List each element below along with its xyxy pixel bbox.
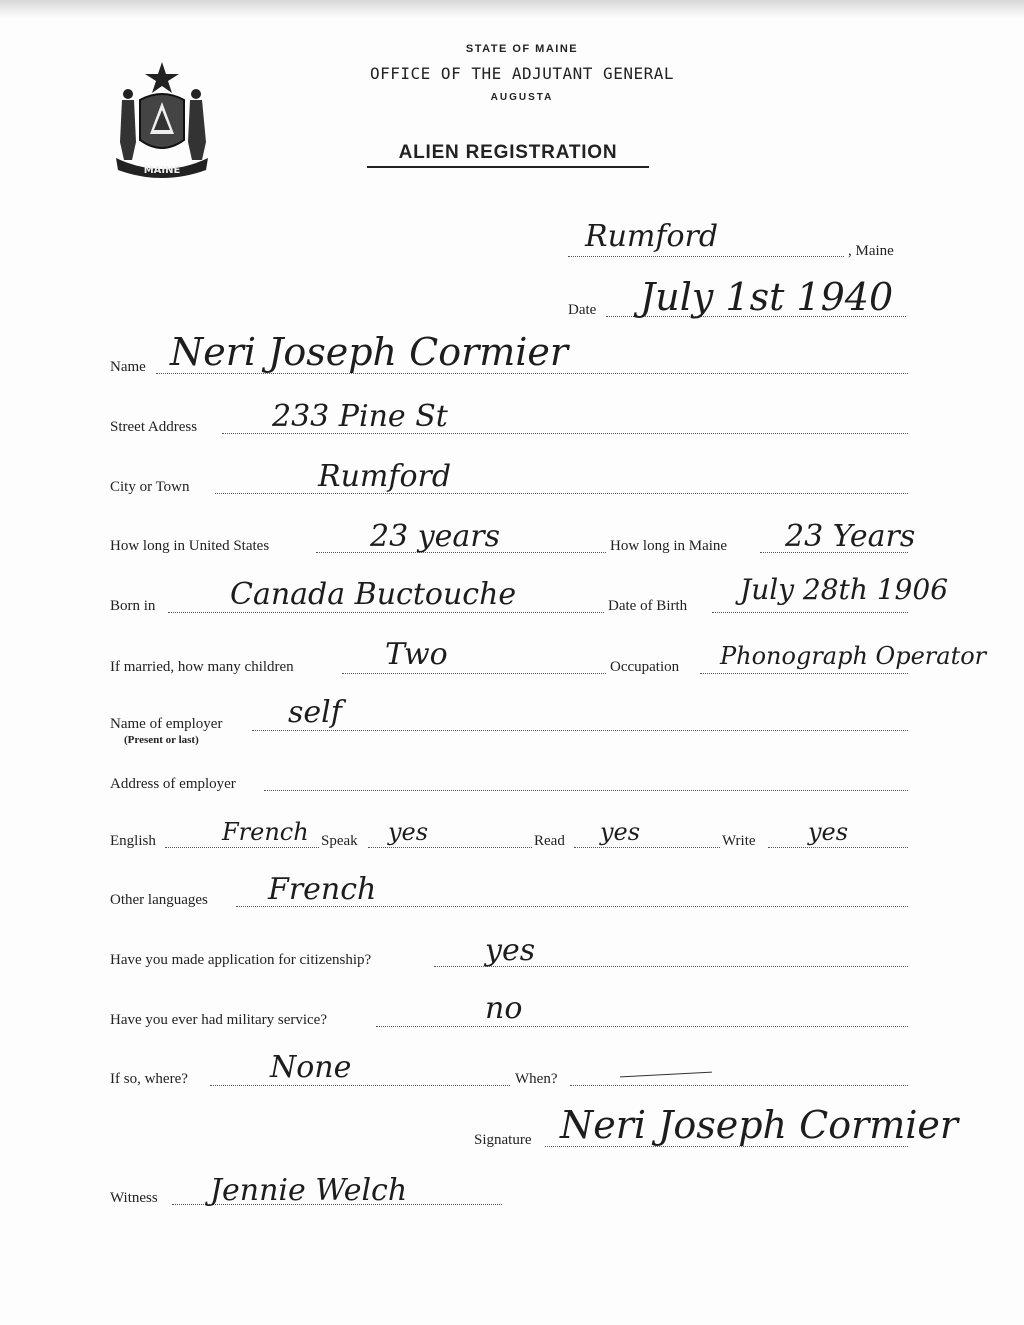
write-value[interactable]: yes — [808, 818, 849, 846]
city-label: City or Town — [110, 479, 190, 495]
military-value[interactable]: no — [485, 991, 523, 1026]
witness-value[interactable]: Jennie Welch — [210, 1173, 408, 1208]
us-duration-value[interactable]: 23 years — [370, 519, 501, 554]
when-line — [570, 1085, 908, 1086]
military-line — [376, 1026, 908, 1027]
occupation-value[interactable]: Phonograph Operator — [720, 642, 987, 670]
when-dash — [620, 1072, 712, 1078]
occupation-line — [700, 673, 908, 674]
military-label: Have you ever had military service? — [110, 1012, 327, 1028]
us-duration-label: How long in United States — [110, 538, 270, 554]
employer-address-line — [264, 790, 908, 791]
employer-address-label: Address of employer — [110, 776, 236, 792]
where-label: If so, where? — [110, 1071, 188, 1087]
city-heading: AUGUSTA — [490, 92, 554, 103]
scan-edge — [0, 0, 1024, 18]
read-label: Read — [534, 833, 565, 849]
seal-text: MAINE — [143, 165, 181, 176]
state-heading: STATE OF MAINE — [465, 43, 579, 55]
other-languages-value[interactable]: French — [268, 872, 377, 907]
write-label: Write — [722, 833, 756, 849]
date-label: Date — [568, 302, 597, 318]
children-label: If married, how many children — [110, 659, 294, 675]
place-value: Rumford — [585, 219, 719, 254]
place-suffix: , Maine — [848, 243, 894, 259]
form-title: ALIEN REGISTRATION — [367, 142, 649, 168]
where-value[interactable]: None — [270, 1050, 352, 1085]
date-value: July 1st 1940 — [640, 275, 894, 319]
occupation-label: Occupation — [610, 659, 680, 675]
employer-value[interactable]: self — [288, 695, 342, 730]
citizenship-label: Have you made application for citizenship? — [110, 952, 372, 968]
maine-duration-label: How long in Maine — [610, 538, 728, 554]
when-label: When? — [515, 1071, 558, 1087]
dob-value[interactable]: July 28th 1906 — [740, 573, 949, 606]
born-label: Born in — [110, 598, 156, 614]
dob-line — [712, 612, 908, 613]
name-value[interactable]: Neri Joseph Cormier — [170, 330, 569, 374]
employer-sublabel: (Present or last) — [124, 734, 199, 746]
write-line — [768, 847, 908, 848]
employer-label: Name of employer — [110, 716, 223, 732]
read-line — [574, 847, 720, 848]
street-label: Street Address — [110, 419, 198, 435]
witness-label: Witness — [110, 1190, 158, 1206]
english-line — [165, 847, 319, 848]
signature-label: Signature — [474, 1132, 532, 1148]
english-value[interactable]: French — [222, 818, 309, 846]
english-label: English — [110, 833, 156, 849]
street-value[interactable]: 233 Pine St — [272, 399, 448, 434]
office-heading: OFFICE OF THE ADJUTANT GENERAL — [370, 64, 674, 83]
employer-line — [252, 730, 908, 731]
children-value[interactable]: Two — [385, 637, 448, 672]
city-value[interactable]: Rumford — [318, 459, 452, 494]
children-line — [342, 673, 606, 674]
speak-label: Speak — [321, 833, 358, 849]
signature-value[interactable]: Neri Joseph Cormier — [560, 1103, 959, 1147]
speak-line — [368, 847, 532, 848]
dob-label: Date of Birth — [608, 598, 688, 614]
maine-duration-value[interactable]: 23 Years — [785, 519, 916, 554]
citizenship-value[interactable]: yes — [485, 933, 536, 968]
read-value[interactable]: yes — [600, 818, 641, 846]
speak-value[interactable]: yes — [388, 818, 429, 846]
place-line — [568, 256, 844, 257]
other-languages-label: Other languages — [110, 892, 208, 908]
born-line — [168, 612, 604, 613]
born-value[interactable]: Canada Buctouche — [230, 577, 517, 612]
name-label: Name — [110, 359, 146, 375]
where-line — [210, 1085, 510, 1086]
